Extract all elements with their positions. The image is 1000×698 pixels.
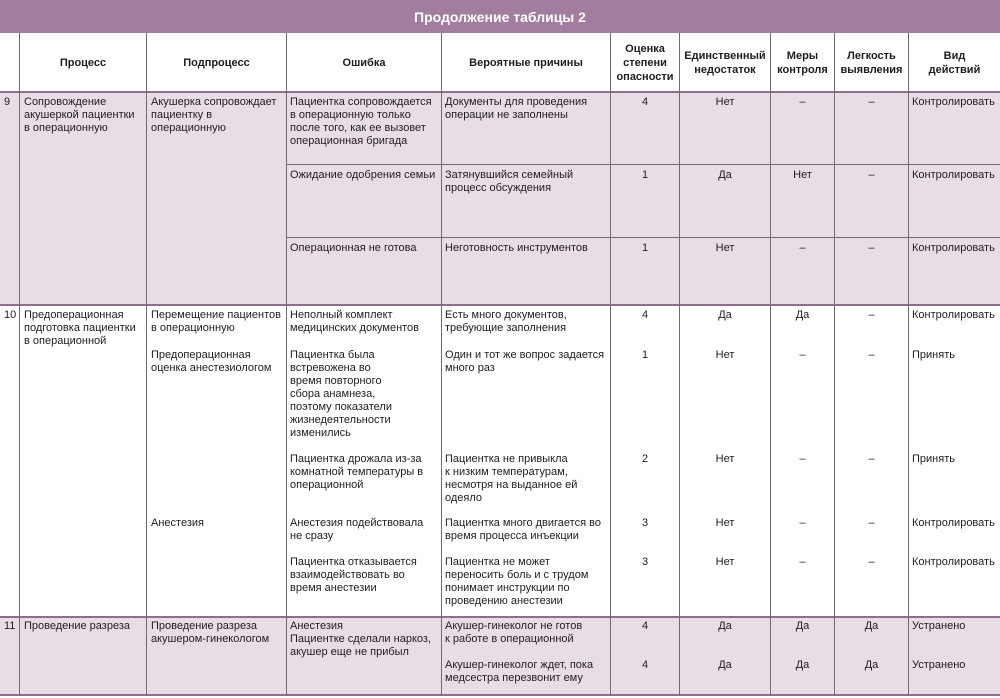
error-cell: Пациентке сделали наркоз, акушер еще не прибыл <box>290 633 431 658</box>
column-divider <box>834 33 835 695</box>
severity-cell: 1 <box>641 169 649 181</box>
column-header-control: Меры контроля <box>777 49 828 76</box>
process-cell: Предоперационная подготовка пациентки в операционной <box>24 309 136 347</box>
column-header-single-weakness: Единственный недостаток <box>684 49 766 76</box>
table-continuation-title: Продолжение таблицы 2 <box>0 0 1000 33</box>
cause-cell: Затянувшийся семейный процесс обсуждения <box>445 169 574 194</box>
control-cell: – <box>799 242 806 254</box>
column-divider <box>146 33 147 695</box>
cause-cell: Акушер-гинеколог не готов к работе в операционной <box>445 620 583 645</box>
action-cell: Принять <box>912 453 955 465</box>
column-divider <box>19 33 20 695</box>
detectability-cell: – <box>868 242 875 254</box>
single-weakness-cell: Да <box>718 169 732 181</box>
column-divider <box>286 33 287 695</box>
action-cell: Контролировать <box>912 517 995 529</box>
cause-cell: Пациентка не привыкла к низким температурам, несмотря на выданное ей одеяло <box>445 453 578 504</box>
table-header-row <box>0 33 1000 92</box>
column-header-causes: Вероятные причины <box>469 56 583 69</box>
group-9-band <box>0 92 1000 304</box>
subprocess-cell: Предоперационная оценка анестезиологом <box>151 349 272 374</box>
detectability-cell: Да <box>864 659 879 671</box>
control-cell: – <box>799 453 806 465</box>
cause-cell: Неготовность инструментов <box>445 242 588 254</box>
control-cell: Да <box>795 620 810 632</box>
row-number: 11 <box>4 620 16 632</box>
control-cell: – <box>799 96 806 108</box>
column-divider <box>610 33 611 695</box>
detectability-cell: – <box>868 169 875 181</box>
table-bottom-border <box>0 694 1000 696</box>
column-divider <box>441 33 442 695</box>
error-cell: Анестезия <box>290 620 343 632</box>
control-cell: – <box>799 349 806 361</box>
single-weakness-cell: Да <box>718 659 732 671</box>
action-cell: Контролировать <box>912 309 995 321</box>
action-cell: Контролировать <box>912 169 995 181</box>
detectability-cell: – <box>868 556 875 568</box>
error-cell: Пациентка отказывается взаимодействовать во время анестезии <box>290 556 417 594</box>
row-divider <box>287 164 1000 165</box>
error-cell: Анестезия подействовала не сразу <box>290 517 424 542</box>
action-cell: Контролировать <box>912 556 995 568</box>
subprocess-cell: Проведение разреза акушером-гинекологом <box>151 620 270 645</box>
process-cell: Проведение разреза <box>24 620 130 632</box>
row-number: 9 <box>4 96 11 108</box>
control-cell: Да <box>795 309 810 321</box>
severity-cell: 3 <box>641 517 649 529</box>
severity-cell: 4 <box>641 96 649 108</box>
column-header-detectability: Легкость выявления <box>840 49 903 76</box>
row-number: 10 <box>4 309 17 321</box>
cause-cell: Есть много документов, требующие заполнения <box>445 309 567 334</box>
control-cell: Да <box>795 659 810 671</box>
single-weakness-cell: Нет <box>715 349 735 361</box>
control-cell: Нет <box>793 169 812 181</box>
action-cell: Устранено <box>912 659 966 671</box>
row-divider <box>287 237 1000 238</box>
cause-cell: Акушер-гинеколог ждет, пока медсестра перезвонит ему <box>445 659 594 684</box>
cause-cell: Пациентка много двигается во время процесса инъекции <box>445 517 601 542</box>
single-weakness-cell: Нет <box>715 517 735 529</box>
severity-cell: 1 <box>641 242 649 254</box>
single-weakness-cell: Нет <box>715 242 735 254</box>
cause-cell: Пациентка не может переносить боль и с трудом понимает инструкции по проведению анестезии <box>445 556 589 607</box>
detectability-cell: – <box>868 309 875 321</box>
single-weakness-cell: Нет <box>715 96 735 108</box>
cause-cell: Один и тот же вопрос задается много раз <box>445 349 605 374</box>
cause-cell: Документы для проведения операции не заполнены <box>445 96 588 121</box>
action-cell: Устранено <box>912 620 966 632</box>
header-bottom-border <box>0 91 1000 93</box>
severity-cell: 4 <box>641 309 649 321</box>
column-divider <box>908 33 909 695</box>
single-weakness-cell: Нет <box>715 453 735 465</box>
detectability-cell: – <box>868 453 875 465</box>
detectability-cell: – <box>868 96 875 108</box>
error-cell: Пациентка дрожала из-за комнатной температуры в операционной <box>290 453 424 491</box>
control-cell: – <box>799 556 806 568</box>
error-cell: Пациентка была встревожена во время повторного сбора анамнеза, поэтому показатели жизнедеятельности изменились <box>290 349 392 439</box>
detectability-cell: Да <box>864 620 879 632</box>
detectability-cell: – <box>868 517 875 529</box>
action-cell: Контролировать <box>912 242 995 254</box>
severity-cell: 4 <box>641 659 649 671</box>
severity-cell: 3 <box>641 556 649 568</box>
severity-cell: 1 <box>641 349 649 361</box>
column-header-severity: Оценка степени опасности <box>616 42 674 83</box>
column-divider <box>679 33 680 695</box>
column-header-action: Вид действий <box>928 49 981 76</box>
control-cell: – <box>799 517 806 529</box>
group-divider <box>0 304 1000 306</box>
error-cell: Пациентка сопровождается в операционную только после того, как ее вызовет операционная бригада <box>290 96 432 147</box>
process-cell: Сопровождение акушеркой пациентки в операционную <box>24 96 135 134</box>
error-cell: Операционная не готова <box>290 242 417 254</box>
column-header-subprocess: Подпроцесс <box>183 56 250 69</box>
subprocess-cell: Акушерка сопровождает пациентку в операционную <box>151 96 277 134</box>
severity-cell: 2 <box>641 453 649 465</box>
column-divider <box>770 33 771 695</box>
subprocess-cell: Перемещение пациентов в операционную <box>151 309 281 334</box>
detectability-cell: – <box>868 349 875 361</box>
single-weakness-cell: Да <box>718 620 732 632</box>
subprocess-cell: Анестезия <box>151 517 204 529</box>
single-weakness-cell: Да <box>718 309 732 321</box>
error-cell: Ожидание одобрения семьи <box>290 169 436 181</box>
group-divider <box>0 616 1000 618</box>
action-cell: Принять <box>912 349 955 361</box>
error-cell: Неполный комплект медицинских документов <box>290 309 420 334</box>
single-weakness-cell: Нет <box>715 556 735 568</box>
action-cell: Контролировать <box>912 96 995 108</box>
column-header-process: Процесс <box>59 56 107 69</box>
severity-cell: 4 <box>641 620 649 632</box>
column-header-error: Ошибка <box>342 56 386 69</box>
